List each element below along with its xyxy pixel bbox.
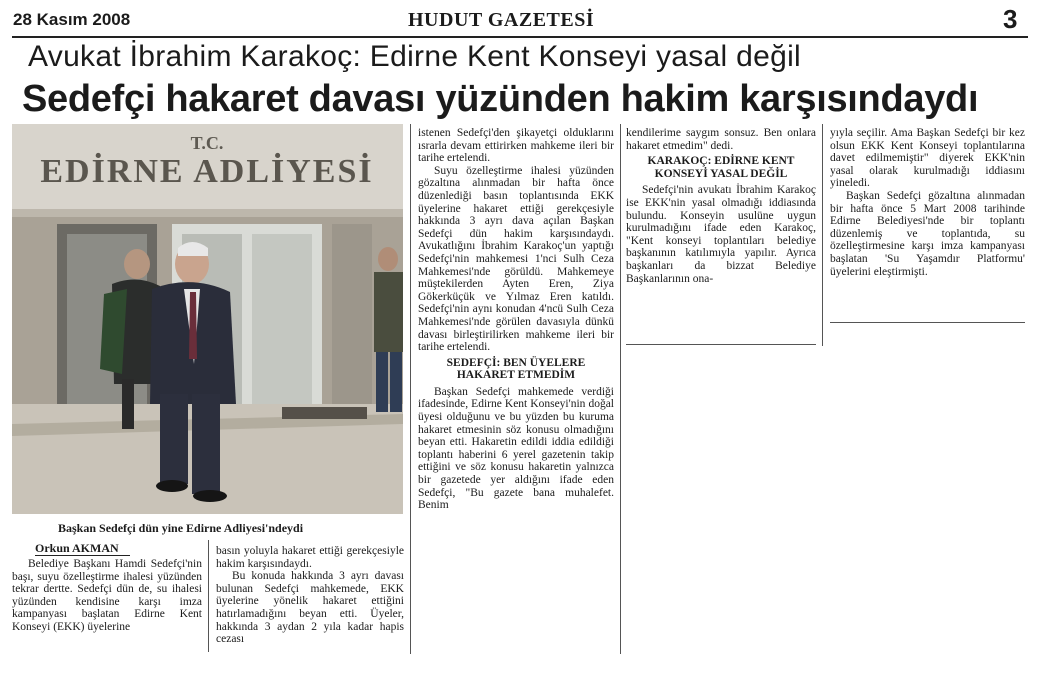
sign-edirne-adliyesi: EDİRNE ADLİYESİ: [40, 153, 374, 190]
article-column-5: [830, 127, 1025, 278]
masthead-rule: [12, 36, 1028, 38]
column-divider: [410, 124, 411, 654]
column-bottom-rule: [830, 322, 1025, 323]
paragraph: Bu konuda hakkında 3 ayrı davası bulunan Sedefçi mahkemede, EKK üyelerine yönelik hakaret ettiğini hatırlamadığını beyan etti. Üyeler, hakkında 3 aydan 2 yıla kadar hapis cezası: [216, 570, 404, 646]
kicker-headline: Avukat İbrahim Karakoç: Edirne Kent Konseyi yasal değil: [28, 40, 802, 73]
column-bottom-rule: [626, 344, 816, 345]
paragraph: basın yoluyla hakaret ettiği gerekçesiyle hakim karşısındaydı.: [216, 545, 404, 570]
column-divider: [620, 124, 621, 654]
paragraph: Belediye Başkanı Hamdi Sedefçi'nin başı, suyu özelleştirme ihalesi yüzünden tekrar dertte. Sedefçi dün de, su ihalesi yüzünden kendisine karşı imza kampanyası başlatan Edirne Kent Konseyi (EKK) üyelerine: [12, 558, 202, 633]
subheading: KARAKOÇ: EDİRNE KENT KONSEYİ YASAL DEĞİL: [647, 155, 795, 180]
article-column-2: [216, 545, 404, 646]
paragraph: yıyla seçilir. Ama Başkan Sedefçi bir kez olsun EKK Kent Konseyi toplantılarına davet edilmemiştir" diyerek EKK'nin yasal olarak kurulmadığı iddiasını yineledi.: [830, 127, 1025, 190]
issue-date: 28 Kasım 2008: [13, 10, 131, 29]
sign-tc: T.C.: [190, 133, 224, 153]
photo-illustration: [12, 124, 403, 514]
column-divider: [208, 540, 209, 652]
newspaper-name: HUDUT GAZETESİ: [408, 9, 595, 31]
column-divider: [822, 124, 823, 346]
courthouse-photo: [12, 124, 403, 514]
paragraph: Başkan Sedefçi mahkemede verdiği ifadesinde, Edirne Kent Konseyi'nin doğal üyesi olduğunu ve bu yüzden bu kuruma hakaret etmesinin söz konusu olmadığını beyan etti. Hakaretin edildi iddia edildiği toplantı haberini 6 yerel gazetenin takip ettiğini ve söz konusu hakaretin yalnızca bir gazetede yer aldığını ifade eden Sedefçi, "Bu gazete bana muhalefet. Benim: [418, 385, 614, 512]
paragraph: istenen Sedefçi'den şikayetçi olduklarını ısrarla devam ettirirken mahkeme ileri bir tarihe ertelendi.: [418, 127, 614, 165]
paragraph: Başkan Sedefçi gözaltına alınmadan bir hafta önce 5 Mart 2008 tarihinde Edirne Belediyesi'nde bir toplantı düzenlemiş ve toplantıda, su özelleştirmesine karşı imza kampanyası başlatan 'Su Yaşamdır Platformu' üyelerini eleştirmişti.: [830, 189, 1025, 278]
article-column-4: [626, 127, 816, 285]
paragraph: Suyu özelleştirme ihalesi yüzünden gözaltına alınmadan bir hafta önce düzenlediği basın toplantısında EKK üyelerine hakaret ettiği gerekçesiyle hakkında 3 ayrı dava açılan Başkan Sedefçi dün hakim karşısındaydı. Avukatlığını İbrahim Karakoç'un yaptığı Sedefçi'nin mahkemesi 1'nci Sulh Ceza Mahkemesi'nde görüldü. Mahkemeye müştekilerden Ayten Eren, Ziya Gökerküçük ve Yılmaz Eren katıldı. Sedefçi'nin aynı konudan 4'ncü Sulh Ceza Mahkemesi'nde görülen davasıyla dünkü davası birleştirilirken mahkeme ileri bir tarihe ertelendi.: [418, 164, 614, 354]
article-column-3: [418, 127, 614, 512]
page-number: 3: [1003, 4, 1018, 34]
main-headline: Sedefçi hakaret davası yüzünden hakim karşısındaydı: [22, 78, 979, 120]
byline: Orkun AKMAN: [35, 541, 119, 555]
paragraph: Sedefçi'nin avukatı İbrahim Karakoç ise EKK'nin yasal olmadığı iddiasında bulundu. Konseyin usulüne uygun kurulmadığını ifade eden Karakoç, "Kent konseyi toplantıları belediye başkanının katılımıyla yapılır. Ayrıca başkanları da bizzat Belediye Başkanlarının ona-: [626, 184, 816, 285]
byline-underline: [35, 555, 130, 556]
photo-caption: Başkan Sedefçi dün yine Edirne Adliyesi'ndeydi: [58, 521, 304, 535]
article-column-1: [12, 558, 202, 634]
paragraph: kendilerime saygım sonsuz. Ben onlara hakaret etmedim" dedi.: [626, 127, 816, 152]
subheading: SEDEFÇİ: BEN ÜYELERE HAKARET ETMEDİM: [446, 356, 586, 382]
